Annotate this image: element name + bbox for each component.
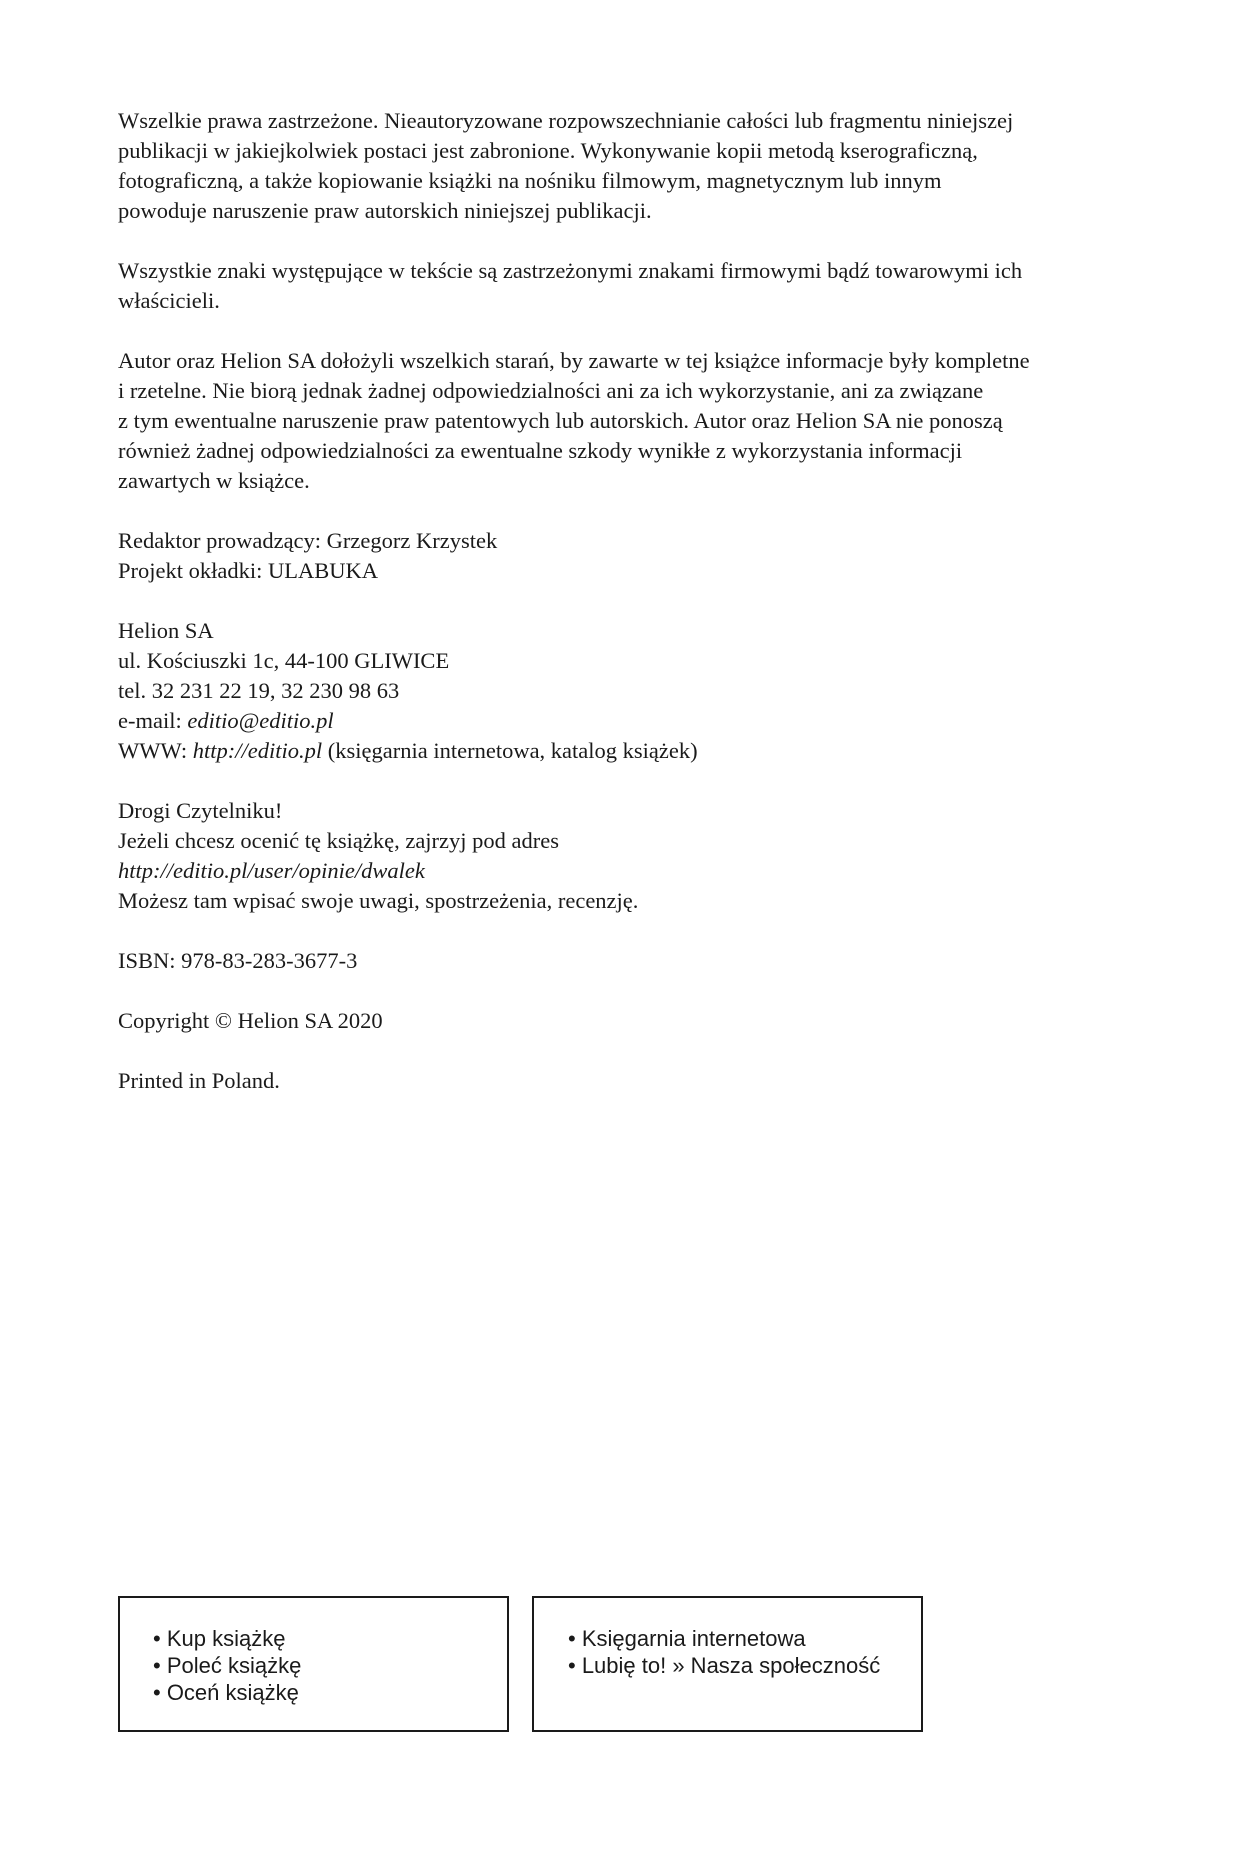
email-label: e-mail:	[118, 708, 188, 733]
isbn	[118, 946, 1148, 976]
community-link[interactable]	[568, 1652, 921, 1679]
www-link[interactable]: http://editio.pl	[192, 738, 323, 763]
www-note: (księgarnia internetowa, katalog książek)	[322, 738, 698, 763]
recommend-book-link[interactable]	[153, 1652, 507, 1679]
publisher-email-line	[118, 706, 1148, 736]
credits	[118, 526, 1148, 586]
reader-greeting: Drogi Czytelniku!	[118, 798, 283, 823]
isbn-text: ISBN: 978-83-283-3677-3	[118, 948, 358, 973]
rate-book-link[interactable]	[153, 1679, 507, 1706]
legal-line: fotograficzną, a także kopiowanie książki na nośniku filmowym, magnetycznym lub innym	[118, 168, 942, 193]
reader-prompt: Jeżeli chcesz ocenić tę książkę, zajrzyj pod adres	[118, 828, 560, 853]
copyright-text: Copyright © Helion SA 2020	[118, 1008, 383, 1033]
legal-line: powoduje naruszenie praw autorskich niniejszej publikacji.	[118, 198, 652, 223]
disclaimer-line: i rzetelne. Nie biorą jednak żadnej odpowiedzialności ani za ich wykorzystanie, ani za związane	[118, 378, 984, 403]
book-actions-box	[118, 1596, 509, 1732]
publisher-address: ul. Kościuszki 1c, 44-100 GLIWICE	[118, 648, 450, 673]
publisher-www-line	[118, 736, 1148, 766]
book-actions-list	[120, 1625, 507, 1706]
publisher-name: Helion SA	[118, 618, 214, 643]
cover-credit: Projekt okładki: ULABUKA	[118, 558, 378, 583]
copyright	[118, 1006, 1148, 1036]
buy-book-label[interactable]: • Kup książkę	[153, 1626, 286, 1651]
trademark-line: Wszystkie znaki występujące w tekście są zastrzeżonymi znakami firmowymi bądź towarowymi ich	[118, 258, 1023, 283]
printed-text: Printed in Poland.	[118, 1068, 280, 1093]
community-label[interactable]: • Lubię to! » Nasza społeczność	[568, 1653, 881, 1678]
editor-credit: Redaktor prowadzący: Grzegorz Krzystek	[118, 528, 498, 553]
legal-line: Wszelkie prawa zastrzeżone. Nieautoryzowane rozpowszechnianie całości lub fragmentu niniejszej	[118, 108, 1014, 133]
legal-notice	[118, 106, 1148, 226]
store-links-box	[532, 1596, 923, 1732]
online-bookstore-link[interactable]	[568, 1625, 921, 1652]
publisher-phone: tel. 32 231 22 19, 32 230 98 63	[118, 678, 400, 703]
imprint-page	[118, 106, 1148, 1126]
www-label: WWW:	[118, 738, 193, 763]
email-link[interactable]: editio@editio.pl	[187, 708, 334, 733]
disclaimer-line: Autor oraz Helion SA dołożyli wszelkich starań, by zawarte w tej książce informacje były kompletne	[118, 348, 1030, 373]
reader-note	[118, 796, 1148, 916]
disclaimer-line: zawartych w książce.	[118, 468, 310, 493]
disclaimer-line: również żadnej odpowiedzialności za ewentualne szkody wynikłe z wykorzystania informacji	[118, 438, 963, 463]
buy-book-link[interactable]	[153, 1625, 507, 1652]
disclaimer-line: z tym ewentualne naruszenie praw patentowych lub autorskich. Autor oraz Helion SA nie ponoszą	[118, 408, 1003, 433]
publisher-info	[118, 616, 1148, 766]
online-bookstore-label[interactable]: • Księgarnia internetowa	[568, 1626, 806, 1651]
recommend-book-label[interactable]: • Poleć książkę	[153, 1653, 302, 1678]
review-link[interactable]: http://editio.pl/user/opinie/dwalek	[118, 858, 425, 883]
disclaimer-notice	[118, 346, 1148, 496]
trademark-line: właścicieli.	[118, 288, 220, 313]
trademark-notice	[118, 256, 1148, 316]
printed-in	[118, 1066, 1148, 1096]
store-links-list	[534, 1625, 921, 1679]
rate-book-label[interactable]: • Oceń książkę	[153, 1680, 299, 1705]
legal-line: publikacji w jakiejkolwiek postaci jest zabronione. Wykonywanie kopii metodą kserograficzną,	[118, 138, 978, 163]
reader-note-text: Możesz tam wpisać swoje uwagi, spostrzeżenia, recenzję.	[118, 888, 639, 913]
